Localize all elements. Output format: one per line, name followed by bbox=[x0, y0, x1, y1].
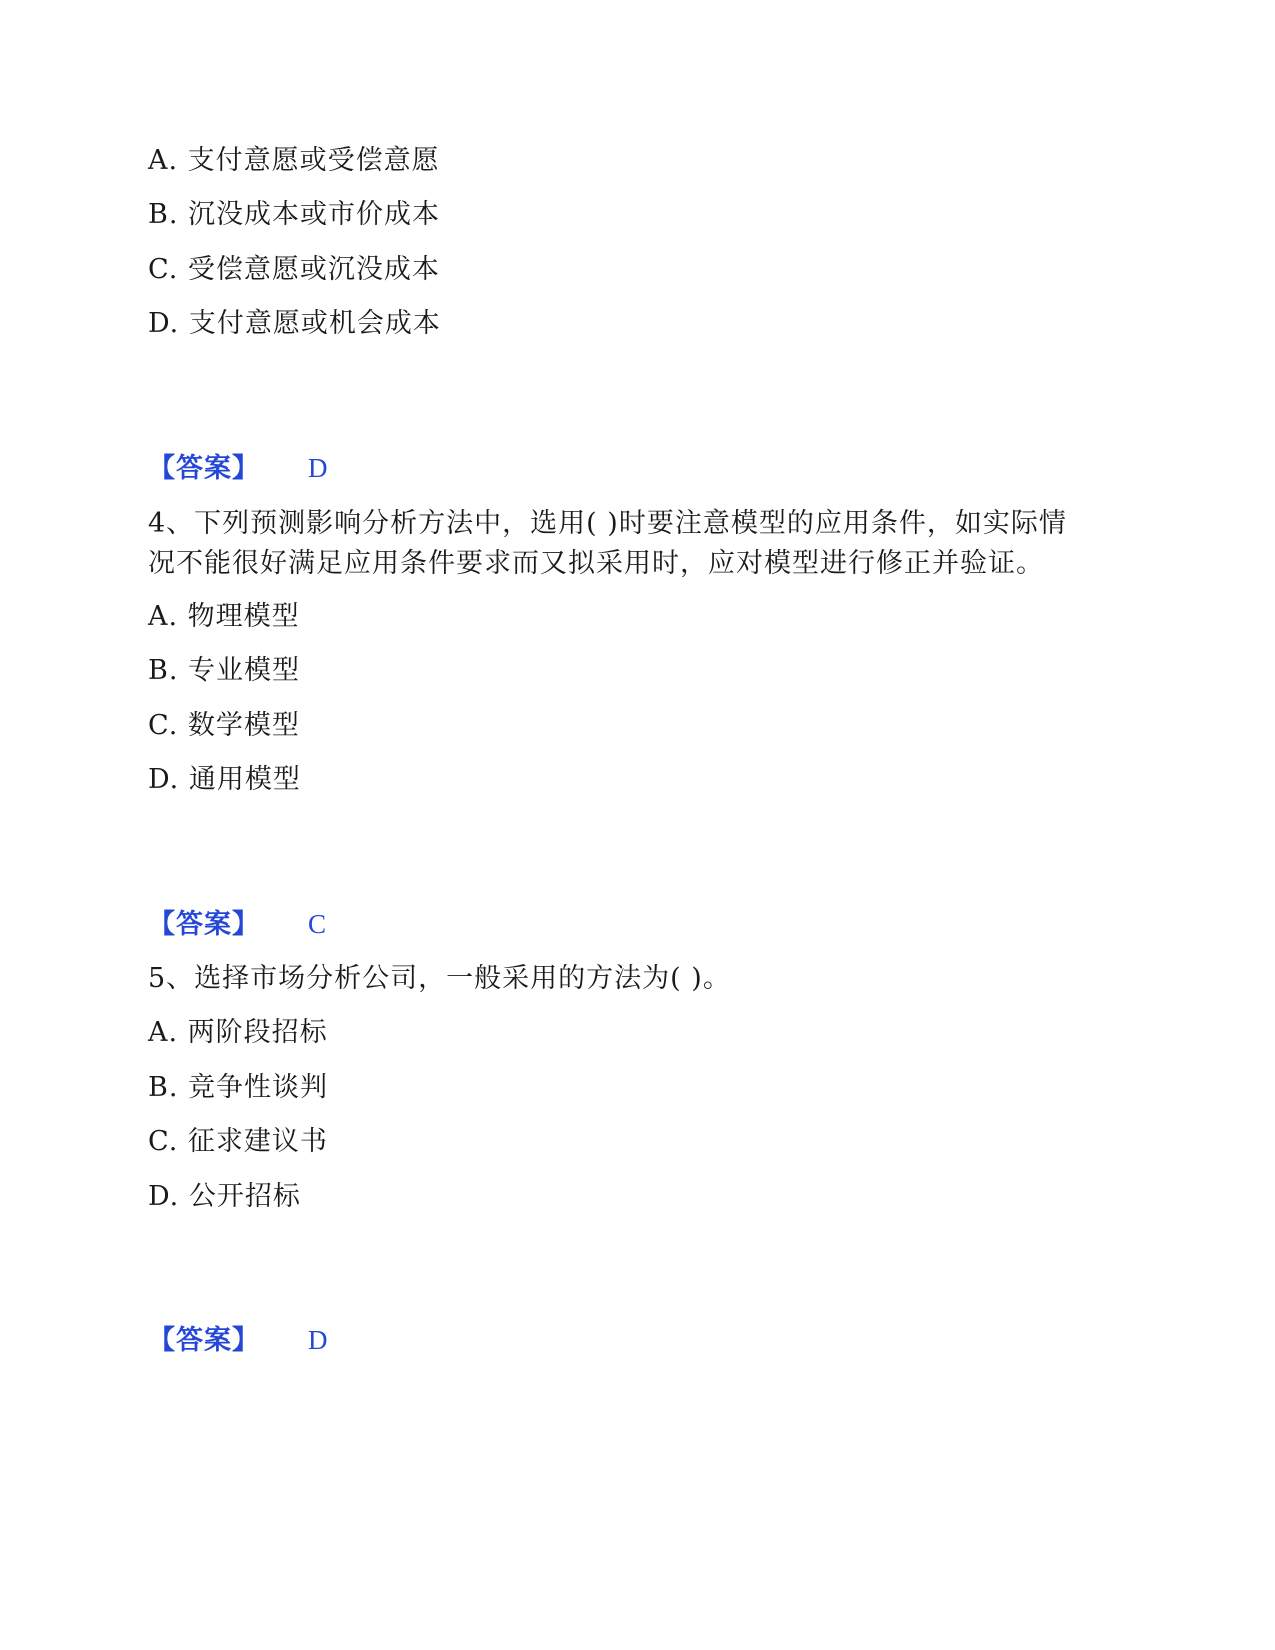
q5-option-c: C. 征求建议书 bbox=[148, 1126, 328, 1157]
q5-stem: 5、选择市场分析公司，一般采用的方法为( )。 bbox=[148, 963, 731, 994]
q5-answer bbox=[148, 1322, 328, 1359]
q3-option-c: C. 受偿意愿或沉没成本 bbox=[148, 254, 440, 285]
q3-answer-label: 【答案】 bbox=[148, 453, 260, 484]
q5-answer-value: D bbox=[308, 1325, 328, 1355]
q4-answer-label: 【答案】 bbox=[148, 909, 260, 940]
q4-stem-line-1: 4、下列预测影响分析方法中，选用( )时要注意模型的应用条件，如实际情 bbox=[148, 508, 1067, 539]
q4-option-b: B. 专业模型 bbox=[148, 655, 301, 686]
q3-answer bbox=[148, 450, 328, 487]
q5-option-b: B. 竞争性谈判 bbox=[148, 1072, 329, 1103]
q4-stem-line-2: 况不能很好满足应用条件要求而又拟采用时，应对模型进行修正并验证。 bbox=[148, 548, 1044, 579]
q4-option-d: D. 通用模型 bbox=[148, 764, 301, 795]
q5-option-a: A. 两阶段招标 bbox=[148, 1017, 328, 1048]
q4-option-a: A. 物理模型 bbox=[148, 601, 300, 632]
q3-option-b: B. 沉没成本或市价成本 bbox=[148, 199, 441, 230]
q3-answer-value: D bbox=[308, 453, 328, 483]
q3-option-a: A. 支付意愿或受偿意愿 bbox=[148, 145, 440, 176]
q4-option-c: C. 数学模型 bbox=[148, 710, 300, 741]
q4-answer bbox=[148, 906, 326, 943]
q4-answer-value: C bbox=[308, 909, 327, 939]
q5-option-d: D. 公开招标 bbox=[148, 1181, 301, 1212]
q5-answer-label: 【答案】 bbox=[148, 1325, 260, 1356]
q3-option-d: D. 支付意愿或机会成本 bbox=[148, 308, 441, 339]
